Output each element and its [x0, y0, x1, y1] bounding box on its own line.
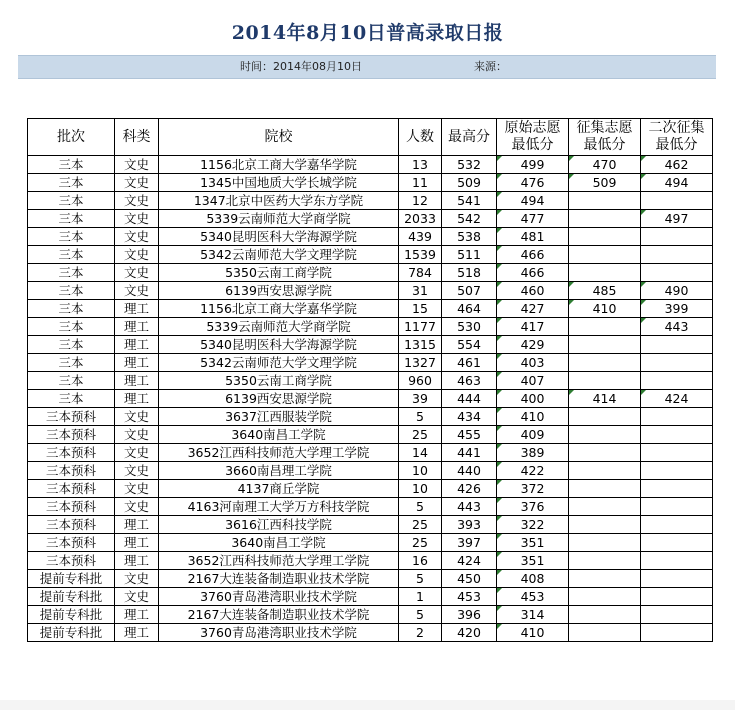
report-time — [240, 56, 362, 78]
cell-school: 4137商丘学院 — [159, 480, 399, 498]
cell-max-score: 461 — [442, 354, 497, 372]
cell-category: 文史 — [115, 156, 159, 174]
cell-collect-min — [569, 570, 641, 588]
cell-second-collect-min — [641, 570, 713, 588]
cell-batch: 三本 — [28, 228, 115, 246]
cell-batch: 三本 — [28, 192, 115, 210]
cell-count: 11 — [399, 174, 442, 192]
cell-max-score: 530 — [442, 318, 497, 336]
table-row — [28, 516, 713, 534]
cell-school: 5350云南工商学院 — [159, 264, 399, 282]
cell-count: 13 — [399, 156, 442, 174]
cell-original-min: 460 — [497, 282, 569, 300]
cell-batch: 三本预科 — [28, 516, 115, 534]
cell-collect-min — [569, 354, 641, 372]
cell-original-min: 376 — [497, 498, 569, 516]
cell-max-score: 424 — [442, 552, 497, 570]
cell-second-collect-min — [641, 408, 713, 426]
cell-collect-min — [569, 372, 641, 390]
cell-count: 25 — [399, 426, 442, 444]
cell-collect-min — [569, 264, 641, 282]
cell-collect-min — [569, 444, 641, 462]
cell-batch: 三本预科 — [28, 462, 115, 480]
cell-batch: 三本 — [28, 264, 115, 282]
cell-second-collect-min — [641, 228, 713, 246]
cell-count: 5 — [399, 498, 442, 516]
cell-batch: 三本 — [28, 354, 115, 372]
cell-category: 文史 — [115, 426, 159, 444]
cell-batch: 三本预科 — [28, 552, 115, 570]
cell-school: 2167大连装备制造职业技术学院 — [159, 570, 399, 588]
cell-original-min: 494 — [497, 192, 569, 210]
cell-count: 1539 — [399, 246, 442, 264]
cell-original-min: 322 — [497, 516, 569, 534]
cell-second-collect-min — [641, 552, 713, 570]
cell-original-min: 499 — [497, 156, 569, 174]
cell-max-score: 393 — [442, 516, 497, 534]
table-row — [28, 192, 713, 210]
table-body — [28, 156, 713, 642]
cell-school: 1156北京工商大学嘉华学院 — [159, 156, 399, 174]
cell-category: 文史 — [115, 174, 159, 192]
cell-school: 3640南昌工学院 — [159, 426, 399, 444]
cell-second-collect-min — [641, 606, 713, 624]
table-row — [28, 372, 713, 390]
cell-max-score: 396 — [442, 606, 497, 624]
cell-collect-min — [569, 552, 641, 570]
col-header-original-min: 原始志愿 最低分 — [497, 119, 569, 156]
cell-second-collect-min — [641, 462, 713, 480]
cell-batch: 三本 — [28, 246, 115, 264]
cell-second-collect-min: 490 — [641, 282, 713, 300]
cell-count: 5 — [399, 570, 442, 588]
cell-second-collect-min — [641, 264, 713, 282]
cell-collect-min — [569, 606, 641, 624]
cell-max-score: 507 — [442, 282, 497, 300]
cell-collect-min — [569, 462, 641, 480]
cell-max-score: 511 — [442, 246, 497, 264]
cell-school: 3760青岛港湾职业技术学院 — [159, 588, 399, 606]
cell-school: 3616江西科技学院 — [159, 516, 399, 534]
cell-category: 理工 — [115, 606, 159, 624]
cell-original-min: 466 — [497, 246, 569, 264]
cell-max-score: 554 — [442, 336, 497, 354]
cell-second-collect-min — [641, 480, 713, 498]
table-row — [28, 462, 713, 480]
cell-school: 5342云南师范大学文理学院 — [159, 354, 399, 372]
table-row — [28, 336, 713, 354]
cell-school: 1156北京工商大学嘉华学院 — [159, 300, 399, 318]
cell-school: 6139西安思源学院 — [159, 390, 399, 408]
table-row — [28, 588, 713, 606]
cell-collect-min — [569, 516, 641, 534]
table-header-row — [28, 119, 713, 156]
cell-batch: 三本预科 — [28, 534, 115, 552]
cell-second-collect-min: 443 — [641, 318, 713, 336]
cell-max-score: 463 — [442, 372, 497, 390]
cell-category: 文史 — [115, 462, 159, 480]
cell-category: 理工 — [115, 318, 159, 336]
cell-count: 5 — [399, 606, 442, 624]
cell-batch: 三本 — [28, 300, 115, 318]
cell-count: 10 — [399, 462, 442, 480]
table-row — [28, 282, 713, 300]
cell-count: 10 — [399, 480, 442, 498]
bottom-edge — [0, 700, 735, 710]
table-row — [28, 228, 713, 246]
cell-second-collect-min: 424 — [641, 390, 713, 408]
cell-max-score: 518 — [442, 264, 497, 282]
cell-max-score: 453 — [442, 588, 497, 606]
table-row — [28, 570, 713, 588]
cell-second-collect-min: 494 — [641, 174, 713, 192]
cell-collect-min — [569, 624, 641, 642]
table-row — [28, 624, 713, 642]
table-row — [28, 264, 713, 282]
admission-table — [27, 118, 713, 642]
cell-original-min: 476 — [497, 174, 569, 192]
cell-collect-min: 414 — [569, 390, 641, 408]
cell-school: 6139西安思源学院 — [159, 282, 399, 300]
cell-second-collect-min — [641, 426, 713, 444]
table-row — [28, 408, 713, 426]
cell-original-min: 466 — [497, 264, 569, 282]
cell-collect-min: 410 — [569, 300, 641, 318]
cell-batch: 三本预科 — [28, 408, 115, 426]
cell-collect-min — [569, 408, 641, 426]
cell-max-score: 455 — [442, 426, 497, 444]
cell-batch: 提前专科批 — [28, 570, 115, 588]
cell-category: 文史 — [115, 444, 159, 462]
cell-original-min: 372 — [497, 480, 569, 498]
cell-max-score: 532 — [442, 156, 497, 174]
cell-count: 1 — [399, 588, 442, 606]
cell-second-collect-min — [641, 192, 713, 210]
cell-category: 理工 — [115, 354, 159, 372]
cell-collect-min — [569, 210, 641, 228]
cell-category: 理工 — [115, 336, 159, 354]
cell-count: 39 — [399, 390, 442, 408]
cell-second-collect-min: 399 — [641, 300, 713, 318]
col-header-batch: 批次 — [28, 119, 115, 156]
cell-max-score: 441 — [442, 444, 497, 462]
cell-batch: 三本预科 — [28, 498, 115, 516]
table-row — [28, 606, 713, 624]
cell-original-min: 400 — [497, 390, 569, 408]
cell-category: 文史 — [115, 264, 159, 282]
cell-batch: 三本预科 — [28, 426, 115, 444]
cell-count: 2033 — [399, 210, 442, 228]
table-row — [28, 444, 713, 462]
cell-count: 16 — [399, 552, 442, 570]
table-row — [28, 210, 713, 228]
cell-max-score: 542 — [442, 210, 497, 228]
cell-category: 理工 — [115, 372, 159, 390]
table-row — [28, 480, 713, 498]
cell-second-collect-min — [641, 336, 713, 354]
cell-batch: 三本 — [28, 174, 115, 192]
cell-category: 文史 — [115, 480, 159, 498]
cell-collect-min — [569, 336, 641, 354]
cell-category: 理工 — [115, 390, 159, 408]
cell-category: 文史 — [115, 408, 159, 426]
cell-count: 5 — [399, 408, 442, 426]
cell-collect-min — [569, 228, 641, 246]
cell-school: 5350云南工商学院 — [159, 372, 399, 390]
table-row — [28, 534, 713, 552]
cell-batch: 三本 — [28, 156, 115, 174]
report-source: 来源： — [474, 60, 507, 73]
table-row — [28, 552, 713, 570]
cell-max-score: 541 — [442, 192, 497, 210]
cell-count: 1327 — [399, 354, 442, 372]
col-header-max-score: 最高分 — [442, 119, 497, 156]
col-header-school: 院校 — [159, 119, 399, 156]
cell-collect-min — [569, 534, 641, 552]
cell-count: 1177 — [399, 318, 442, 336]
table-row — [28, 354, 713, 372]
cell-category: 文史 — [115, 588, 159, 606]
cell-count: 439 — [399, 228, 442, 246]
cell-max-score: 444 — [442, 390, 497, 408]
cell-collect-min: 470 — [569, 156, 641, 174]
cell-school: 5342云南师范大学文理学院 — [159, 246, 399, 264]
cell-collect-min — [569, 588, 641, 606]
cell-max-score: 440 — [442, 462, 497, 480]
cell-category: 文史 — [115, 228, 159, 246]
cell-school: 2167大连装备制造职业技术学院 — [159, 606, 399, 624]
cell-original-min: 403 — [497, 354, 569, 372]
cell-collect-min — [569, 480, 641, 498]
cell-count: 2 — [399, 624, 442, 642]
report-title: 2014年8月10日普高录取日报 — [231, 22, 504, 44]
cell-batch: 三本 — [28, 318, 115, 336]
cell-second-collect-min — [641, 372, 713, 390]
cell-original-min: 351 — [497, 534, 569, 552]
cell-original-min: 410 — [497, 624, 569, 642]
cell-batch: 三本 — [28, 282, 115, 300]
cell-max-score: 443 — [442, 498, 497, 516]
cell-original-min: 429 — [497, 336, 569, 354]
cell-original-min: 481 — [497, 228, 569, 246]
cell-count: 25 — [399, 516, 442, 534]
cell-second-collect-min — [641, 516, 713, 534]
cell-original-min: 410 — [497, 408, 569, 426]
cell-school: 3660南昌理工学院 — [159, 462, 399, 480]
cell-count: 1315 — [399, 336, 442, 354]
cell-original-min: 407 — [497, 372, 569, 390]
col-header-category: 科类 — [115, 119, 159, 156]
cell-category: 理工 — [115, 552, 159, 570]
info-bar — [18, 55, 716, 79]
cell-original-min: 422 — [497, 462, 569, 480]
cell-count: 31 — [399, 282, 442, 300]
cell-max-score: 509 — [442, 174, 497, 192]
cell-school: 1345中国地质大学长城学院 — [159, 174, 399, 192]
cell-original-min: 409 — [497, 426, 569, 444]
cell-category: 理工 — [115, 516, 159, 534]
cell-max-score: 397 — [442, 534, 497, 552]
cell-school: 3760青岛港湾职业技术学院 — [159, 624, 399, 642]
cell-category: 文史 — [115, 282, 159, 300]
cell-school: 1347北京中医药大学东方学院 — [159, 192, 399, 210]
cell-count: 15 — [399, 300, 442, 318]
cell-batch: 提前专科批 — [28, 588, 115, 606]
col-header-count: 人数 — [399, 119, 442, 156]
cell-second-collect-min — [641, 498, 713, 516]
cell-batch: 三本 — [28, 336, 115, 354]
col-header-collect-min: 征集志愿 最低分 — [569, 119, 641, 156]
cell-count: 14 — [399, 444, 442, 462]
cell-school: 4163河南理工大学万方科技学院 — [159, 498, 399, 516]
cell-batch: 三本预科 — [28, 480, 115, 498]
cell-original-min: 314 — [497, 606, 569, 624]
cell-collect-min — [569, 498, 641, 516]
cell-category: 理工 — [115, 534, 159, 552]
cell-original-min: 417 — [497, 318, 569, 336]
cell-school: 3640南昌工学院 — [159, 534, 399, 552]
cell-batch: 提前专科批 — [28, 624, 115, 642]
cell-school: 5340昆明医科大学海源学院 — [159, 336, 399, 354]
cell-category: 理工 — [115, 300, 159, 318]
cell-max-score: 538 — [442, 228, 497, 246]
table-row — [28, 498, 713, 516]
cell-max-score: 426 — [442, 480, 497, 498]
cell-school: 3637江西服装学院 — [159, 408, 399, 426]
table-row — [28, 300, 713, 318]
cell-second-collect-min — [641, 354, 713, 372]
cell-batch: 三本 — [28, 372, 115, 390]
cell-count: 25 — [399, 534, 442, 552]
cell-collect-min: 509 — [569, 174, 641, 192]
cell-second-collect-min — [641, 624, 713, 642]
col-header-second-collect-min: 二次征集 最低分 — [641, 119, 713, 156]
cell-max-score: 420 — [442, 624, 497, 642]
time-value: 2014年08月10日 — [273, 60, 362, 73]
cell-second-collect-min: 462 — [641, 156, 713, 174]
cell-category: 理工 — [115, 624, 159, 642]
cell-original-min: 389 — [497, 444, 569, 462]
table-row — [28, 246, 713, 264]
cell-count: 960 — [399, 372, 442, 390]
cell-count: 784 — [399, 264, 442, 282]
cell-school: 3652江西科技师范大学理工学院 — [159, 552, 399, 570]
cell-count: 12 — [399, 192, 442, 210]
cell-school: 5339云南师范大学商学院 — [159, 318, 399, 336]
cell-batch: 三本 — [28, 390, 115, 408]
cell-max-score: 434 — [442, 408, 497, 426]
cell-batch: 提前专科批 — [28, 606, 115, 624]
cell-category: 文史 — [115, 570, 159, 588]
table-row — [28, 426, 713, 444]
cell-original-min: 408 — [497, 570, 569, 588]
cell-category: 文史 — [115, 498, 159, 516]
cell-collect-min — [569, 426, 641, 444]
cell-original-min: 453 — [497, 588, 569, 606]
cell-second-collect-min — [641, 534, 713, 552]
cell-original-min: 477 — [497, 210, 569, 228]
cell-school: 3652江西科技师范大学理工学院 — [159, 444, 399, 462]
table-row — [28, 174, 713, 192]
cell-second-collect-min — [641, 588, 713, 606]
cell-second-collect-min — [641, 246, 713, 264]
time-label: 时间： — [240, 60, 273, 73]
cell-second-collect-min: 497 — [641, 210, 713, 228]
cell-school: 5340昆明医科大学海源学院 — [159, 228, 399, 246]
cell-category: 文史 — [115, 192, 159, 210]
cell-second-collect-min — [641, 444, 713, 462]
table-row — [28, 156, 713, 174]
cell-max-score: 464 — [442, 300, 497, 318]
cell-batch: 三本预科 — [28, 444, 115, 462]
cell-batch: 三本 — [28, 210, 115, 228]
cell-collect-min — [569, 246, 641, 264]
cell-category: 文史 — [115, 246, 159, 264]
cell-collect-min — [569, 192, 641, 210]
table-row — [28, 390, 713, 408]
cell-original-min: 351 — [497, 552, 569, 570]
cell-collect-min — [569, 318, 641, 336]
cell-max-score: 450 — [442, 570, 497, 588]
table-row — [28, 318, 713, 336]
cell-school: 5339云南师范大学商学院 — [159, 210, 399, 228]
cell-collect-min: 485 — [569, 282, 641, 300]
cell-original-min: 427 — [497, 300, 569, 318]
cell-category: 文史 — [115, 210, 159, 228]
